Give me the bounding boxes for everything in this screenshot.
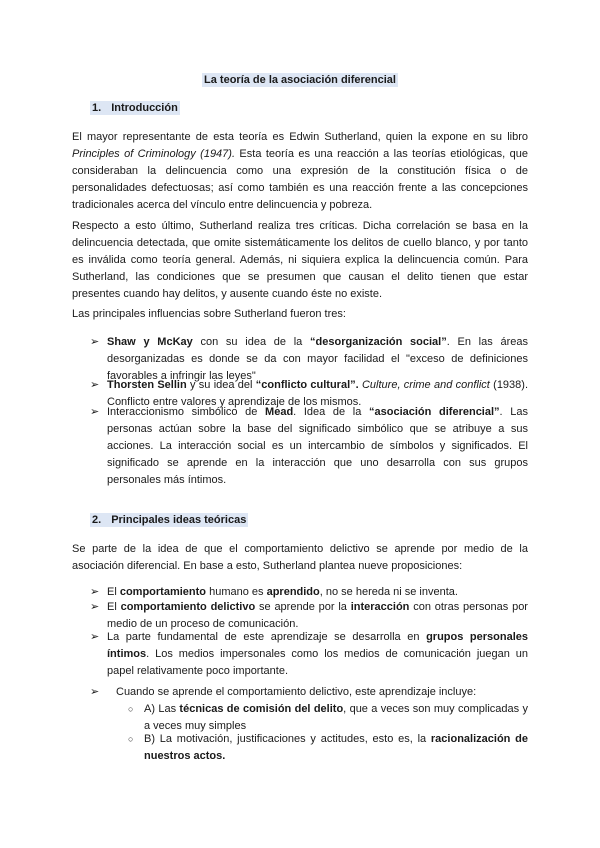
arrow-bullet-icon: ➢ [90,631,100,643]
document-title [0,72,600,89]
paragraph-1: El mayor representante de esta teoría es Edwin Sutherland, quien la expone en su libro Principles of Criminology (1947). Esta teoría es una reacción a las teorías etiológicas, que consideraban la delincuencia como una expresión de la constitución física o de personalidades defectuosas; así como también es una reacción frente a las concepciones tradicionales acerca del vínculo entre delincuencia y pobreza. [72,131,528,211]
sub-list-item: ○ A) Las técnicas de comisión del delito, que a veces son muy complicadas y a veces muy simples [128,703,528,732]
section-1-title: Introducción [111,102,178,114]
section-1-number: 1. [92,102,102,114]
circle-bullet-icon: ○ [128,734,134,744]
arrow-bullet-icon: ➢ [90,336,100,348]
section-1-heading [90,100,180,117]
list-item: ➢ Interaccionismo simbólico de Mead. Idea de la “asociación diferencial”. Las personas actúan sobre la base del significado simbólico que se atribuye a sus acciones. La interacción social es un intercambio de símbolos y significados. El significado se aprende en la interacción que uno desarrolla con sus grupos personales más íntimos. [90,406,528,486]
arrow-bullet-icon: ➢ [90,406,100,418]
list-item: ➢ El comportamiento humano es aprendido, no se hereda ni se inventa. [90,584,528,601]
arrow-bullet-icon: ➢ [90,379,100,391]
title-text: La teoría de la asociación diferencial [204,74,396,86]
section-2-number: 2. [92,514,102,526]
section-2-heading [90,512,248,529]
arrow-bullet-icon: ➢ [90,586,100,598]
paragraph-4: Se parte de la idea de que el comportamiento delictivo se aprende por medio de la asociación diferencial. En base a esto, Sutherland plantea nueve proposiciones: [72,543,528,572]
list-item: ➢ El comportamiento delictivo se aprende por la interacción con otras personas por medio de un proceso de comunicación. [90,601,528,630]
paragraph-2: Respecto a esto último, Sutherland realiza tres críticas. Dicha correlación se basa en la delincuencia detectada, que omite sistemáticamente los delitos de cuello blanco, y por tanto es inválida como teoría general. Además, ni siquiera explica la delincuencia común. Para Sutherland, las condiciones que se presumen que causan el delito tienen que estar presentes cuando hay delitos, y ausente cuando éste no existe. [72,220,528,300]
list-item: ➢ Cuando se aprende el comportamiento delictivo, este aprendizaje incluye: [90,684,528,701]
section-2-title: Principales ideas teóricas [111,514,247,526]
arrow-bullet-icon: ➢ [90,601,100,613]
list-item: ➢ Thorsten Sellin y su idea del “conflicto cultural”. Culture, crime and conflict (1938). Conflicto entre valores y aprendizaje de los mismos. [90,379,529,408]
list-item: ➢ La parte fundamental de este aprendizaje se desarrolla en grupos personales íntimos. Los medios impersonales como los medios de comunicación juegan un papel relativamente poco importante. [90,631,528,677]
arrow-bullet-icon: ➢ [90,686,100,698]
sub-list-item: ○ B) La motivación, justificaciones y actitudes, esto es, la racionalización de nuestros actos. [128,733,528,762]
paragraph-3: Las principales influencias sobre Sutherland fueron tres: [72,308,346,320]
circle-bullet-icon: ○ [128,704,134,714]
list-item: ➢ Shaw y McKay con su idea de la “desorganización social”. En las áreas desorganizadas es donde se da con mayor facilidad el "exceso de definiciones favorables a infringir las leyes" [90,336,528,382]
